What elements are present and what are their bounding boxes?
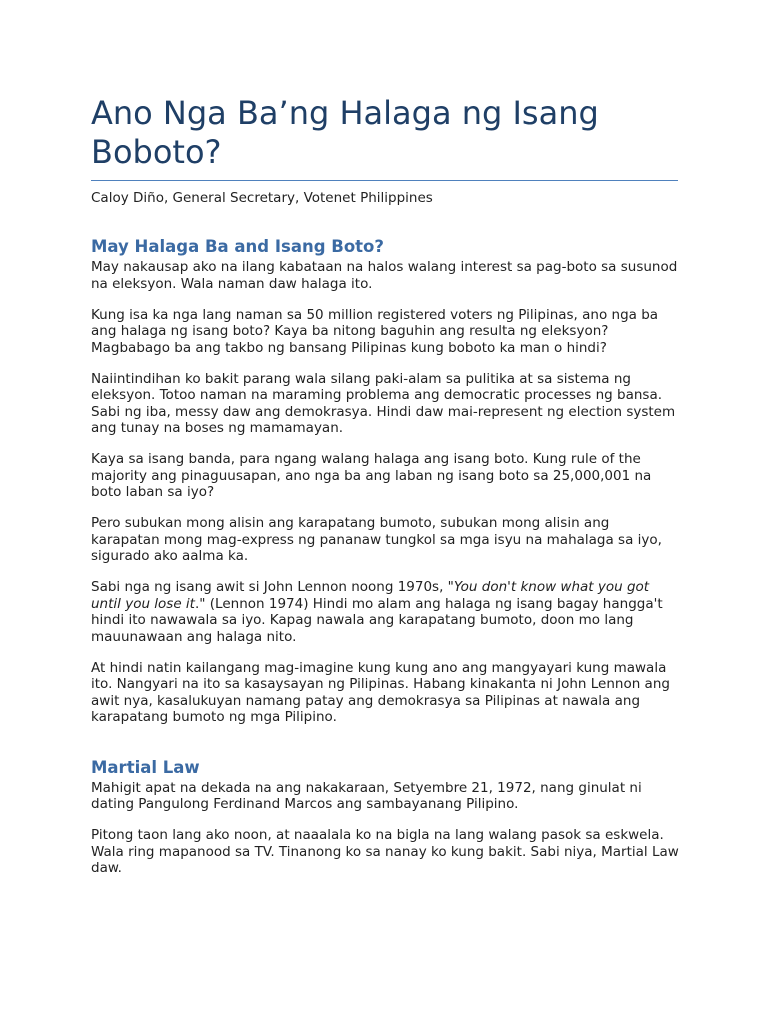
paragraph: Kaya sa isang banda, para ngang walang halaga ang isang boto. Kung rule of the majority ang pinaguusapan, ano nga ba ang laban ng isang boto sa 25,000,001 na boto laban sa iyo? bbox=[91, 451, 652, 500]
paragraph: Mahigit apat na dekada na ang nakakaraan, Setyembre 21, 1972, nang ginulat ni dating Pangulong Ferdinand Marcos ang sambayanang Pilipino. bbox=[91, 779, 642, 812]
document-body bbox=[91, 0, 681, 877]
section-heading-halaga: May Halaga Ba and Isang Boto? bbox=[91, 237, 384, 256]
section-heading-martial-law: Martial Law bbox=[91, 757, 200, 777]
paragraph: Pero subukan mong alisin ang karapatang bumoto, subukan mong alisin ang karapatan mong mag-express ng pananaw tungkol sa mga isyu na mahalaga sa iyo, sigurado ako aalma ka. bbox=[91, 515, 662, 564]
quote-trailing-text: ." (Lennon 1974) Hindi mo alam ang halaga ng isang bagay hangga't hindi ito nawawala sa iyo. Kapag nawala ang karapatang bumoto, doon mo lang mauunawaan ang halaga nito. bbox=[91, 595, 663, 645]
paragraph: At hindi natin kailangang mag-imagine kung kung ano ang mangyayari kung mawala ito. Nangyari na ito sa kasaysayan ng Pilipinas. Habang kinakanta ni John Lennon ang awit nya, kasalukuyan namang patay ang demokrasya sa Pilipinas at nawala ang karapatang bumoto ng mga Pilipino. bbox=[91, 659, 670, 725]
title-underline bbox=[91, 180, 678, 181]
quote-paragraph bbox=[91, 579, 681, 645]
paragraph: Kung isa ka nga lang naman sa 50 million registered voters ng Pilipinas, ano nga ba ang halaga ng isang boto? Kaya ba nitong baguhin ang resulta ng eleksyon? Magbabago ba ang takbo ng bansang Pilipinas kung boboto ka man o hindi? bbox=[91, 306, 659, 356]
lennon-quote: You don't know what you got until you lose it bbox=[91, 579, 650, 612]
paragraph: Naiintindihan ko bakit parang wala silang paki-alam sa pulitika at sa sistema ng eleksyon. Totoo naman na maraming problema ang democratic processes ng bansa. Sabi ng iba, messy daw ang demokrasya. Hindi daw mai-represent ng election system ang tunay na boses ng mamamayan. bbox=[91, 370, 676, 436]
paragraph: Pitong taon lang ako noon, at naaalala ko na bigla na lang walang pasok sa eskwela. Wala ring mapanood sa TV. Tinanong ko sa nanay ko kung bakit. Sabi niya, Martial Law daw. bbox=[91, 827, 679, 876]
document-title: Ano Nga Ba’ng Halaga ng Isang Boboto? bbox=[91, 94, 599, 171]
quote-lead-text: Sabi nga ng isang awit si John Lennon noong 1970s, " bbox=[91, 579, 454, 595]
paragraph: May nakausap ako na ilang kabataan na halos walang interest sa pag-boto sa susunod na eleksyon. Wala naman daw halaga ito. bbox=[91, 259, 678, 292]
author-byline: Caloy Diño, General Secretary, Votenet Philippines bbox=[91, 190, 433, 206]
